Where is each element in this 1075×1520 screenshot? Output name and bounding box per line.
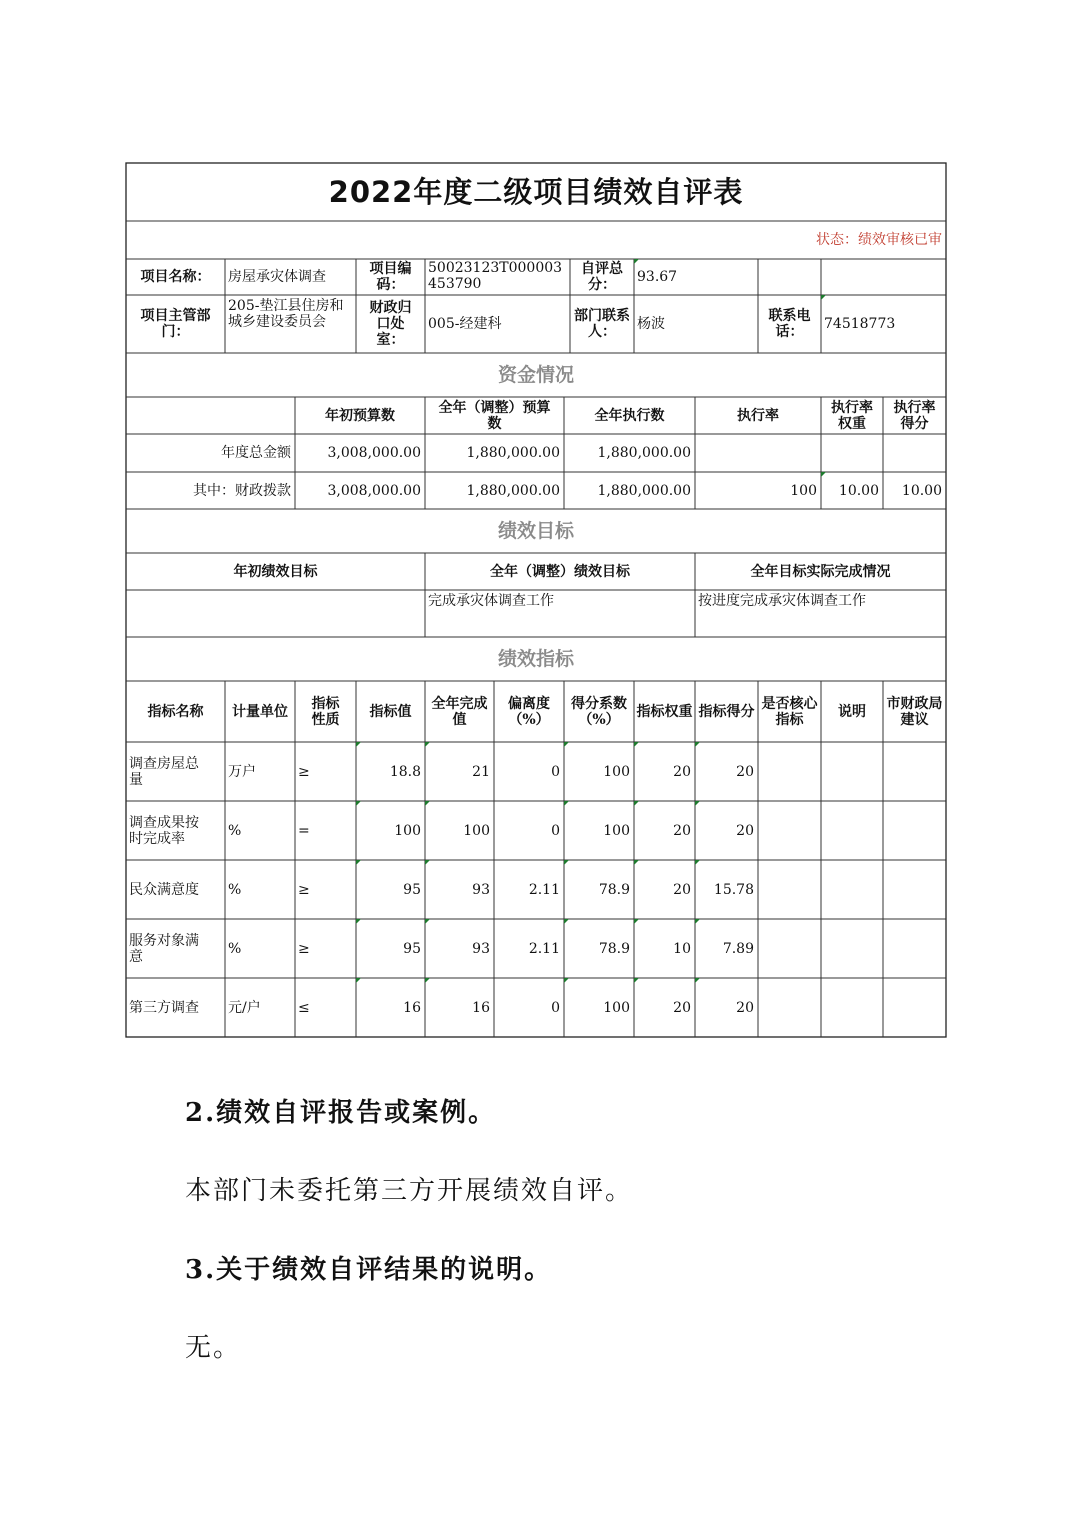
funds-cell	[821, 434, 883, 472]
funds-row-label: 其中：财政拨款	[193, 482, 291, 499]
ind-coef: 100	[603, 763, 630, 780]
dept-label: 项目主管部门：	[140, 308, 211, 340]
score-label: 自评总分：	[581, 261, 623, 293]
phone-value: 74518773	[824, 316, 896, 332]
ind-score: 7.89	[722, 940, 754, 957]
ind-name: 民众满意度	[129, 881, 199, 898]
ind-header: 偏离度（%）	[508, 695, 550, 728]
project-code-value: 50023123T000003453790	[428, 260, 563, 292]
report-text-2: 本部门未委托第三方开展绩效自评。	[185, 1176, 634, 1206]
funds-row-label: 年度总金额	[221, 445, 291, 461]
ind-actual: 93	[472, 940, 490, 957]
ind-deviation: 0	[551, 763, 560, 780]
funds-cell	[883, 434, 946, 472]
ind-header: 全年完成值	[431, 695, 488, 728]
ind-nature: ≥	[298, 763, 310, 780]
indicators-section-title: 绩效指标	[497, 648, 574, 670]
ind-unit: 万户	[228, 763, 256, 780]
project-name-value: 房屋承灾体调查	[228, 269, 326, 285]
score-value: 93.67	[637, 269, 678, 285]
ind-unit: %	[228, 822, 242, 839]
ind-name: 调查房屋总量	[129, 755, 199, 788]
ind-name: 服务对象满意	[129, 932, 199, 965]
ind-unit: %	[228, 940, 242, 957]
goals-adjusted-value: 完成承灾体调查工作	[428, 593, 554, 609]
ind-header: 指标得分	[698, 703, 755, 720]
report-heading-3: 3.关于绩效自评结果的说明。	[185, 1255, 553, 1285]
ind-score: 15.78	[713, 881, 754, 898]
funds-header-weight: 执行率权重	[831, 399, 873, 432]
goals-initial-value	[126, 590, 425, 637]
funds-header-adjusted: 全年（调整）预算数	[438, 399, 551, 432]
ind-weight: 20	[673, 822, 691, 839]
funds-cell: 10.00	[901, 482, 942, 499]
report-text-3: 无。	[185, 1333, 242, 1363]
ind-coef: 78.9	[598, 881, 630, 898]
funds-header-score: 执行率得分	[893, 399, 936, 432]
ind-header: 说明	[838, 703, 866, 720]
ind-name: 第三方调查	[129, 999, 199, 1016]
ind-target: 18.8	[389, 763, 421, 780]
ind-score: 20	[736, 822, 754, 839]
ind-nature: ≥	[298, 881, 310, 898]
ind-target: 16	[403, 999, 421, 1016]
ind-coef: 100	[603, 822, 630, 839]
ind-weight: 20	[673, 763, 691, 780]
ind-actual: 16	[472, 999, 490, 1016]
funds-header-budget: 年初预算数	[325, 407, 395, 424]
ind-header: 指标权重	[636, 703, 693, 720]
funds-cell: 1,880,000.00	[597, 482, 691, 499]
ind-header: 指标性质	[311, 695, 340, 728]
goals-header-actual: 全年目标实际完成情况	[750, 563, 891, 580]
funds-cell: 1,880,000.00	[466, 445, 560, 461]
project-name-label: 项目名称：	[140, 269, 211, 285]
ind-name: 调查成果按时完成率	[129, 814, 199, 847]
funds-cell: 10.00	[838, 482, 879, 499]
ind-header: 指标值	[369, 703, 412, 720]
funds-cell: 1,880,000.00	[597, 445, 691, 461]
funds-cell: 3,008,000.00	[327, 482, 421, 499]
ind-target: 100	[394, 822, 421, 839]
ind-header: 计量单位	[232, 703, 288, 720]
status-text: 状态：绩效审核已审	[816, 232, 942, 248]
goals-section-title: 绩效目标	[497, 520, 574, 542]
phone-label: 联系电话：	[768, 308, 811, 340]
contact-value: 杨波	[637, 316, 665, 332]
ind-header: 指标名称	[147, 703, 204, 720]
ind-weight: 10	[673, 940, 691, 957]
ind-target: 95	[403, 940, 421, 957]
finance-value: 005-经建科	[428, 316, 502, 332]
ind-actual: 100	[463, 822, 490, 839]
ind-deviation: 2.11	[528, 881, 560, 898]
dept-value: 205-垫江县住房和城乡建设委员会	[228, 298, 344, 330]
table-title: 2022年度二级项目绩效自评表	[328, 175, 744, 209]
ind-header: 是否核心指标	[761, 695, 818, 728]
report-heading-2: 2.绩效自评报告或案例。	[185, 1098, 497, 1128]
finance-label: 财政归口处室：	[369, 300, 412, 348]
funds-section-title: 资金情况	[497, 364, 574, 386]
ind-unit: %	[228, 881, 242, 898]
ind-weight: 20	[673, 999, 691, 1016]
ind-coef: 78.9	[598, 940, 630, 957]
ind-actual: 93	[472, 881, 490, 898]
ind-actual: 21	[472, 763, 490, 780]
ind-header: 得分系数（%）	[571, 695, 627, 728]
ind-deviation: 0	[551, 822, 560, 839]
goals-actual-value: 按进度完成承灾体调查工作	[698, 593, 866, 609]
ind-nature: ≥	[298, 940, 310, 957]
ind-score: 20	[736, 763, 754, 780]
funds-cell: 100	[790, 482, 817, 499]
goals-header-initial: 年初绩效目标	[233, 563, 318, 580]
funds-cell	[695, 434, 821, 472]
ind-header: 市财政局建议	[886, 695, 943, 728]
funds-cell: 3,008,000.00	[327, 445, 421, 461]
goals-header-adjusted: 全年（调整）绩效目标	[490, 563, 630, 580]
funds-cell: 1,880,000.00	[466, 482, 560, 499]
ind-unit: 元/户	[228, 999, 261, 1016]
ind-deviation: 2.11	[528, 940, 560, 957]
project-code-label: 项目编码：	[369, 261, 412, 293]
ind-weight: 20	[673, 881, 691, 898]
ind-coef: 100	[603, 999, 630, 1016]
ind-score: 20	[736, 999, 754, 1016]
ind-nature: ≤	[298, 999, 310, 1016]
contact-label: 部门联系人：	[574, 308, 630, 340]
ind-deviation: 0	[551, 999, 560, 1016]
ind-nature: =	[298, 822, 310, 839]
ind-target: 95	[403, 881, 421, 898]
funds-header-executed: 全年执行数	[594, 407, 665, 424]
funds-header-rate: 执行率	[737, 407, 779, 424]
